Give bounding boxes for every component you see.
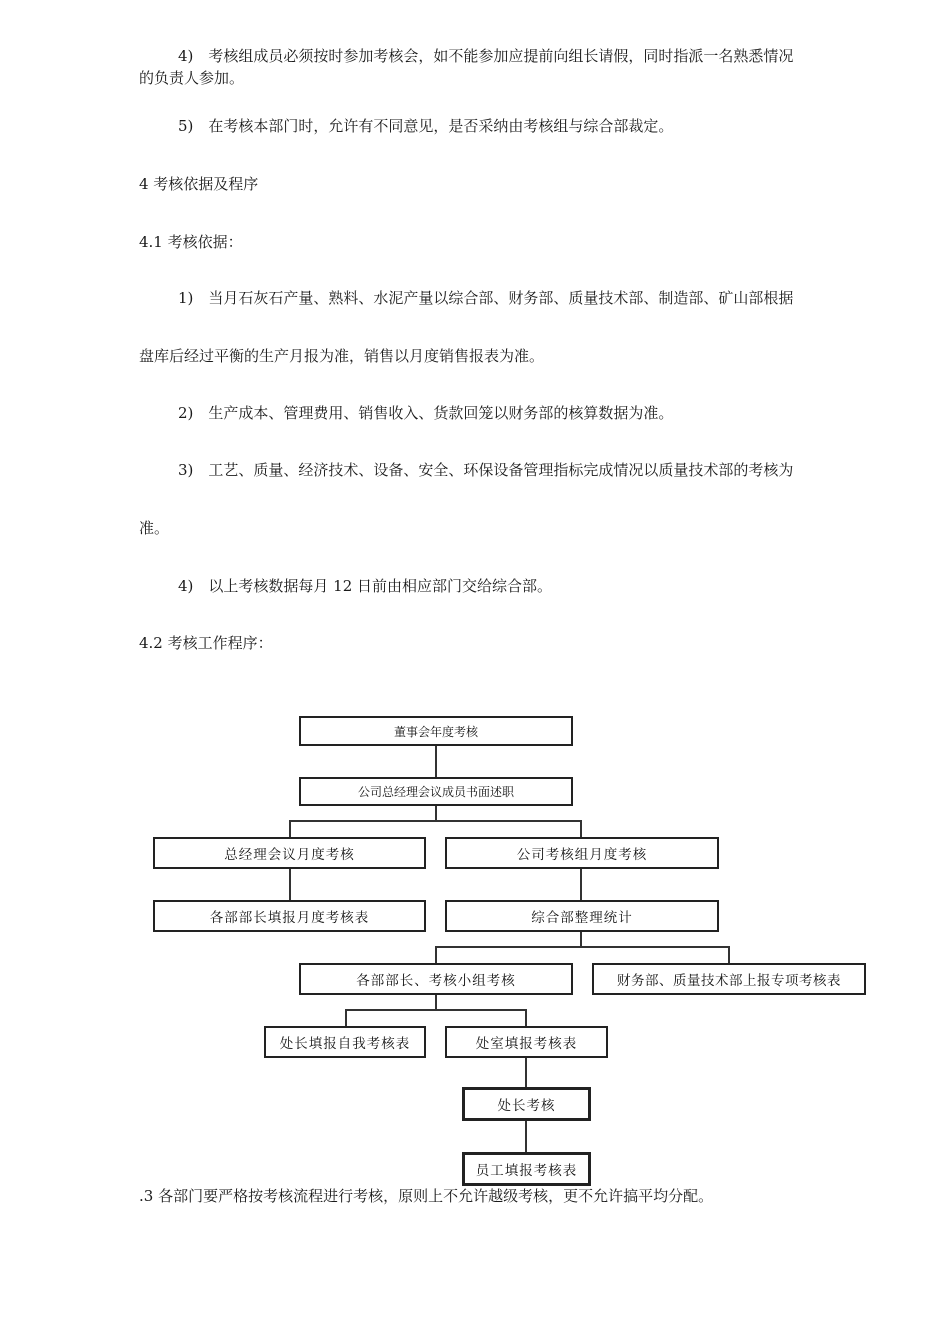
connector [435,946,437,964]
node-finance-quality-report: 财务部、质量技术部上报专项考核表 [592,963,866,995]
connector [580,932,582,947]
section-heading-4-2: 4.2 考核工作程序： [139,634,273,652]
assessment-flowchart [0,700,950,1200]
basis-item-4: 4) 以上考核数据每月 12 日前由相应部门交给综合部。 [178,577,553,595]
node-board-annual-review: 董事会年度考核 [299,716,573,746]
connector [289,868,291,901]
connector [525,1009,527,1027]
connector [289,820,582,822]
connector [345,1009,347,1027]
connector [345,1009,527,1011]
connector [435,946,730,948]
node-group-monthly-review: 公司考核组月度考核 [445,837,719,869]
section-heading-4-1: 4.1 考核依据： [139,233,243,251]
basis-item-2: 2) 生产成本、管理费用、销售收入、货款回笼以财务部的核算数据为准。 [178,404,674,422]
node-general-dept-stats: 综合部整理统计 [445,900,719,932]
connector [289,820,291,838]
basis-item-1: 1) 当月石灰石产量、熟料、水泥产量以综合部、财务部、质量技术部、制造部、矿山部根据 [178,289,794,307]
basis-item-1-cont: 盘库后经过平衡的生产月报为准，销售以月度销售报表为准。 [139,347,545,365]
connector [525,1057,527,1088]
paragraph-item-4-cont: 的负责人参加。 [139,69,245,87]
basis-item-3: 3) 工艺、质量、经济技术、设备、安全、环保设备管理指标完成情况以质量技术部的考核为 [178,461,794,479]
connector [580,820,582,838]
section-heading-4: 4 考核依据及程序 [139,175,259,193]
node-dept-group-review: 各部部长、考核小组考核 [299,963,573,995]
node-section-chief-review: 处长考核 [462,1087,591,1121]
paragraph-item-4: 4) 考核组成员必须按时参加考核会，如不能参加应提前向组长请假，同时指派一名熟悉情况 [178,47,794,65]
connector [728,946,730,964]
node-staff-form: 员工填报考核表 [462,1152,591,1186]
node-section-self-form: 处长填报自我考核表 [264,1026,426,1058]
basis-item-3-cont: 准。 [139,519,170,537]
node-gm-monthly-review: 总经理会议月度考核 [153,837,426,869]
footer-paragraph-4-3: .3 各部门要严格按考核流程进行考核，原则上不允许越级考核，更不允许搞平均分配。 [139,1187,714,1205]
node-office-form: 处室填报考核表 [445,1026,608,1058]
connector [580,868,582,901]
paragraph-item-5: 5) 在考核本部门时，允许有不同意见，是否采纳由考核组与综合部裁定。 [178,117,674,135]
connector [435,994,437,1010]
node-gm-written-report: 公司总经理会议成员书面述职 [299,777,573,806]
node-dept-head-form: 各部部长填报月度考核表 [153,900,426,932]
connector [435,744,437,778]
connector [525,1120,527,1153]
